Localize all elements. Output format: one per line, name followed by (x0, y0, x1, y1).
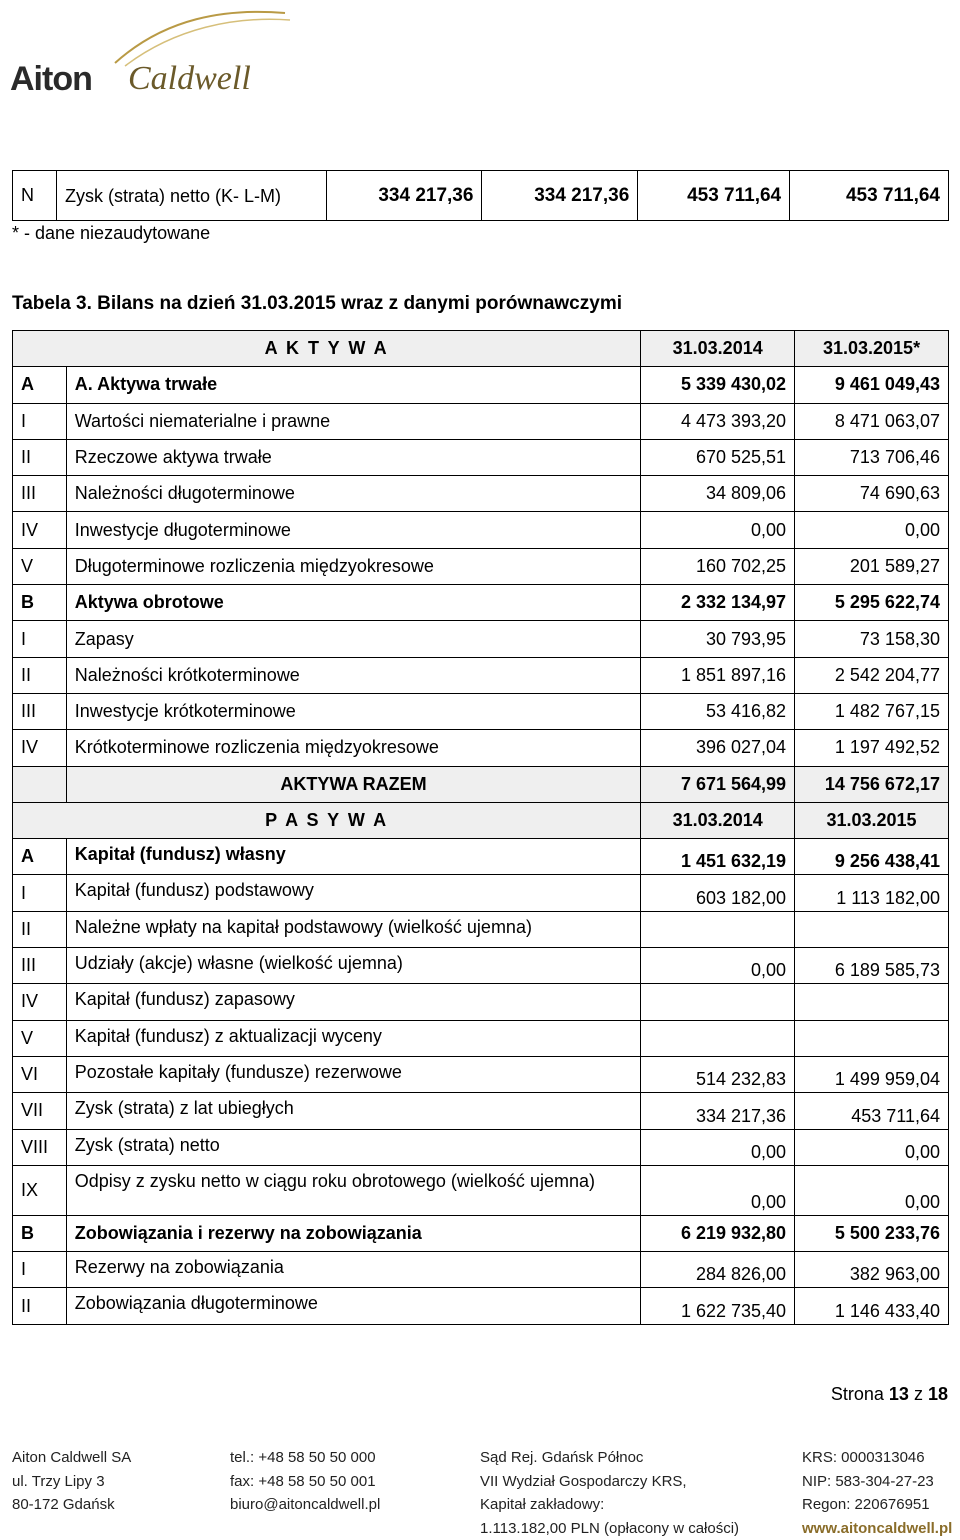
logo-brand-left: Aiton (10, 60, 92, 98)
row-label: Aktywa obrotowe (66, 585, 641, 621)
row-label: Zysk (strata) netto (K- L-M) (56, 171, 326, 221)
value-cell: 0,00 (641, 948, 795, 984)
value-cell: 30 793,95 (641, 621, 795, 657)
value-cell (641, 911, 795, 947)
value-cell: 1 482 767,15 (795, 693, 949, 729)
value-cell: 284 826,00 (641, 1252, 795, 1288)
row-code: A (13, 839, 67, 875)
value-cell: 0,00 (641, 1129, 795, 1165)
row-code: IV (13, 730, 67, 766)
section-header (13, 331, 949, 367)
table-row (13, 948, 949, 984)
row-code: I (13, 875, 67, 911)
row-label: Kapitał (fundusz) z aktualizacji wyceny (66, 1020, 641, 1056)
row-code: II (13, 439, 67, 475)
value-cell: 1 622 735,40 (641, 1288, 795, 1324)
value-cell: 14 756 672,17 (795, 766, 949, 802)
table-row (13, 1129, 949, 1165)
logo-swoosh-icon (105, 8, 295, 68)
row-code: B (13, 585, 67, 621)
value-cell: 1 851 897,16 (641, 657, 795, 693)
website-link[interactable]: www.aitoncaldwell.pl (802, 1519, 953, 1537)
table-row (13, 1056, 949, 1092)
row-code: IV (13, 984, 67, 1020)
table-row (13, 548, 949, 584)
value-cell: 9 461 049,43 (795, 367, 949, 403)
section-title: P A S Y W A (13, 802, 641, 838)
balance-sheet-table (12, 330, 949, 1325)
table-row (13, 984, 949, 1020)
row-label: Zobowiązania długoterminowe (66, 1288, 641, 1324)
row-label: Długoterminowe rozliczenia międzyokresowe (66, 548, 641, 584)
table-row (13, 1020, 949, 1056)
section-title: A K T Y W A (13, 331, 641, 367)
table-row (13, 439, 949, 475)
value-cell: 396 027,04 (641, 730, 795, 766)
value-cell: 603 182,00 (641, 875, 795, 911)
row-label: Wartości niematerialne i prawne (66, 403, 641, 439)
row-code: VIII (13, 1129, 67, 1165)
value-cell: 382 963,00 (795, 1252, 949, 1288)
table-row (13, 730, 949, 766)
page-number: Strona 13 z 18 (830, 1384, 948, 1404)
row-label: Rezerwy na zobowiązania (66, 1252, 641, 1288)
row-label: Zobowiązania i rezerwy na zobowiązania (66, 1215, 641, 1251)
table-row (13, 875, 949, 911)
value-cell: 1 451 632,19 (641, 839, 795, 875)
value-cell (641, 1020, 795, 1056)
assets-total-row (13, 766, 949, 802)
income-summary-table (12, 170, 949, 221)
value-cell: 5 295 622,74 (795, 585, 949, 621)
row-label: Należne wpłaty na kapitał podstawowy (wielkość ujemna) (66, 911, 641, 947)
total-label: AKTYWA RAZEM (66, 766, 641, 802)
row-code: II (13, 911, 67, 947)
row-label: Zapasy (66, 621, 641, 657)
row-code: VII (13, 1093, 67, 1129)
value-cell: 670 525,51 (641, 439, 795, 475)
row-code: II (13, 657, 67, 693)
table-row (13, 585, 949, 621)
value-cell: 74 690,63 (795, 476, 949, 512)
column-header: 31.03.2015* (795, 331, 949, 367)
row-label: Zysk (strata) z lat ubiegłych (66, 1093, 641, 1129)
row-code: V (13, 1020, 67, 1056)
row-code: I (13, 1252, 67, 1288)
value-cell: 453 711,64 (638, 171, 790, 221)
table-row (13, 1252, 949, 1288)
value-cell: 334 217,36 (326, 171, 482, 221)
table-row (13, 1165, 949, 1215)
table-row (13, 1093, 949, 1129)
section-header (13, 802, 949, 838)
row-label: Krótkoterminowe rozliczenia międzyokresowe (66, 730, 641, 766)
value-cell: 453 711,64 (795, 1093, 949, 1129)
value-cell: 73 158,30 (795, 621, 949, 657)
value-cell: 6 189 585,73 (795, 948, 949, 984)
row-code: N (13, 171, 57, 221)
row-code: A (13, 367, 67, 403)
row-label: Kapitał (fundusz) podstawowy (66, 875, 641, 911)
value-cell (795, 1020, 949, 1056)
row-label: Rzeczowe aktywa trwałe (66, 439, 641, 475)
row-label: Zysk (strata) netto (66, 1129, 641, 1165)
value-cell: 453 711,64 (790, 171, 949, 221)
value-cell (795, 911, 949, 947)
row-code: V (13, 548, 67, 584)
value-cell: 5 339 430,02 (641, 367, 795, 403)
value-cell: 6 219 932,80 (641, 1215, 795, 1251)
table-row (13, 403, 949, 439)
footer-contact-col: tel.: +48 58 50 50 000 fax: +48 58 50 50 001 biuro@aitoncaldwell.pl (230, 1446, 380, 1517)
column-header: 31.03.2014 (641, 331, 795, 367)
row-label: Pozostałe kapitały (fundusze) rezerwowe (66, 1056, 641, 1092)
value-cell: 0,00 (795, 1129, 949, 1165)
value-cell: 8 471 063,07 (795, 403, 949, 439)
table-row (13, 911, 949, 947)
value-cell: 4 473 393,20 (641, 403, 795, 439)
footer-registry-col: Sąd Rej. Gdańsk Północ VII Wydział Gospodarczy KRS, Kapitał zakładowy: 1.113.182,00 PLN (opłacony w całości) (480, 1449, 740, 1537)
table-row (13, 367, 949, 403)
value-cell: 0,00 (795, 1165, 949, 1215)
value-cell: 1 113 182,00 (795, 875, 949, 911)
value-cell: 713 706,46 (795, 439, 949, 475)
column-header: 31.03.2014 (641, 802, 795, 838)
value-cell: 1 146 433,40 (795, 1288, 949, 1324)
table-row (13, 693, 949, 729)
empty-cell (13, 766, 67, 802)
row-label: Kapitał (fundusz) zapasowy (66, 984, 641, 1020)
row-label: Odpisy z zysku netto w ciągu roku obrotowego (wielkość ujemna) (66, 1165, 641, 1215)
value-cell: 334 217,36 (482, 171, 638, 221)
value-cell: 201 589,27 (795, 548, 949, 584)
row-code: III (13, 948, 67, 984)
value-cell: 2 332 134,97 (641, 585, 795, 621)
table-row (13, 512, 949, 548)
value-cell: 7 671 564,99 (641, 766, 795, 802)
value-cell: 5 500 233,76 (795, 1215, 949, 1251)
logo-brand-right: Caldwell (128, 60, 251, 97)
row-label: Należności długoterminowe (66, 476, 641, 512)
footer-ids-col: KRS: 0000313046 NIP: 583-304-27-23 Regon: 220676951 www.aitoncaldwell.pl (802, 1446, 952, 1540)
value-cell: 9 256 438,41 (795, 839, 949, 875)
table-row (13, 476, 949, 512)
row-code: III (13, 476, 67, 512)
value-cell: 0,00 (641, 512, 795, 548)
table-row (13, 1288, 949, 1324)
table-row (13, 657, 949, 693)
row-code: B (13, 1215, 67, 1251)
row-code: I (13, 621, 67, 657)
row-code: II (13, 1288, 67, 1324)
row-label: Kapitał (fundusz) własny (66, 839, 641, 875)
value-cell (795, 984, 949, 1020)
table-row (13, 621, 949, 657)
row-code: I (13, 403, 67, 439)
table-row (13, 1215, 949, 1251)
footer-company-col: Aiton Caldwell SA ul. Trzy Lipy 3 80-172 Gdańsk (12, 1449, 132, 1513)
value-cell: 0,00 (641, 1165, 795, 1215)
value-cell: 2 542 204,77 (795, 657, 949, 693)
unaudited-note: * - dane niezaudytowane (12, 223, 211, 243)
row-label: Inwestycje krótkoterminowe (66, 693, 641, 729)
value-cell: 160 702,25 (641, 548, 795, 584)
row-code: VI (13, 1056, 67, 1092)
value-cell: 53 416,82 (641, 693, 795, 729)
row-code: III (13, 693, 67, 729)
table-caption: Tabela 3. Bilans na dzień 31.03.2015 wraz z danymi porównawczymi (12, 293, 622, 314)
table-row (13, 171, 949, 221)
value-cell: 0,00 (795, 512, 949, 548)
row-code: IX (13, 1165, 67, 1215)
company-logo (10, 8, 300, 98)
value-cell: 514 232,83 (641, 1056, 795, 1092)
row-label: Należności krótkoterminowe (66, 657, 641, 693)
row-label: A. Aktywa trwałe (66, 367, 641, 403)
row-label: Inwestycje długoterminowe (66, 512, 641, 548)
table-row (13, 839, 949, 875)
value-cell: 1 499 959,04 (795, 1056, 949, 1092)
email-link[interactable]: biuro@aitoncaldwell.pl (230, 1496, 381, 1513)
value-cell: 1 197 492,52 (795, 730, 949, 766)
value-cell (641, 984, 795, 1020)
value-cell: 34 809,06 (641, 476, 795, 512)
value-cell: 334 217,36 (641, 1093, 795, 1129)
column-header: 31.03.2015 (795, 802, 949, 838)
row-code: IV (13, 512, 67, 548)
row-label: Udziały (akcje) własne (wielkość ujemna) (66, 948, 641, 984)
